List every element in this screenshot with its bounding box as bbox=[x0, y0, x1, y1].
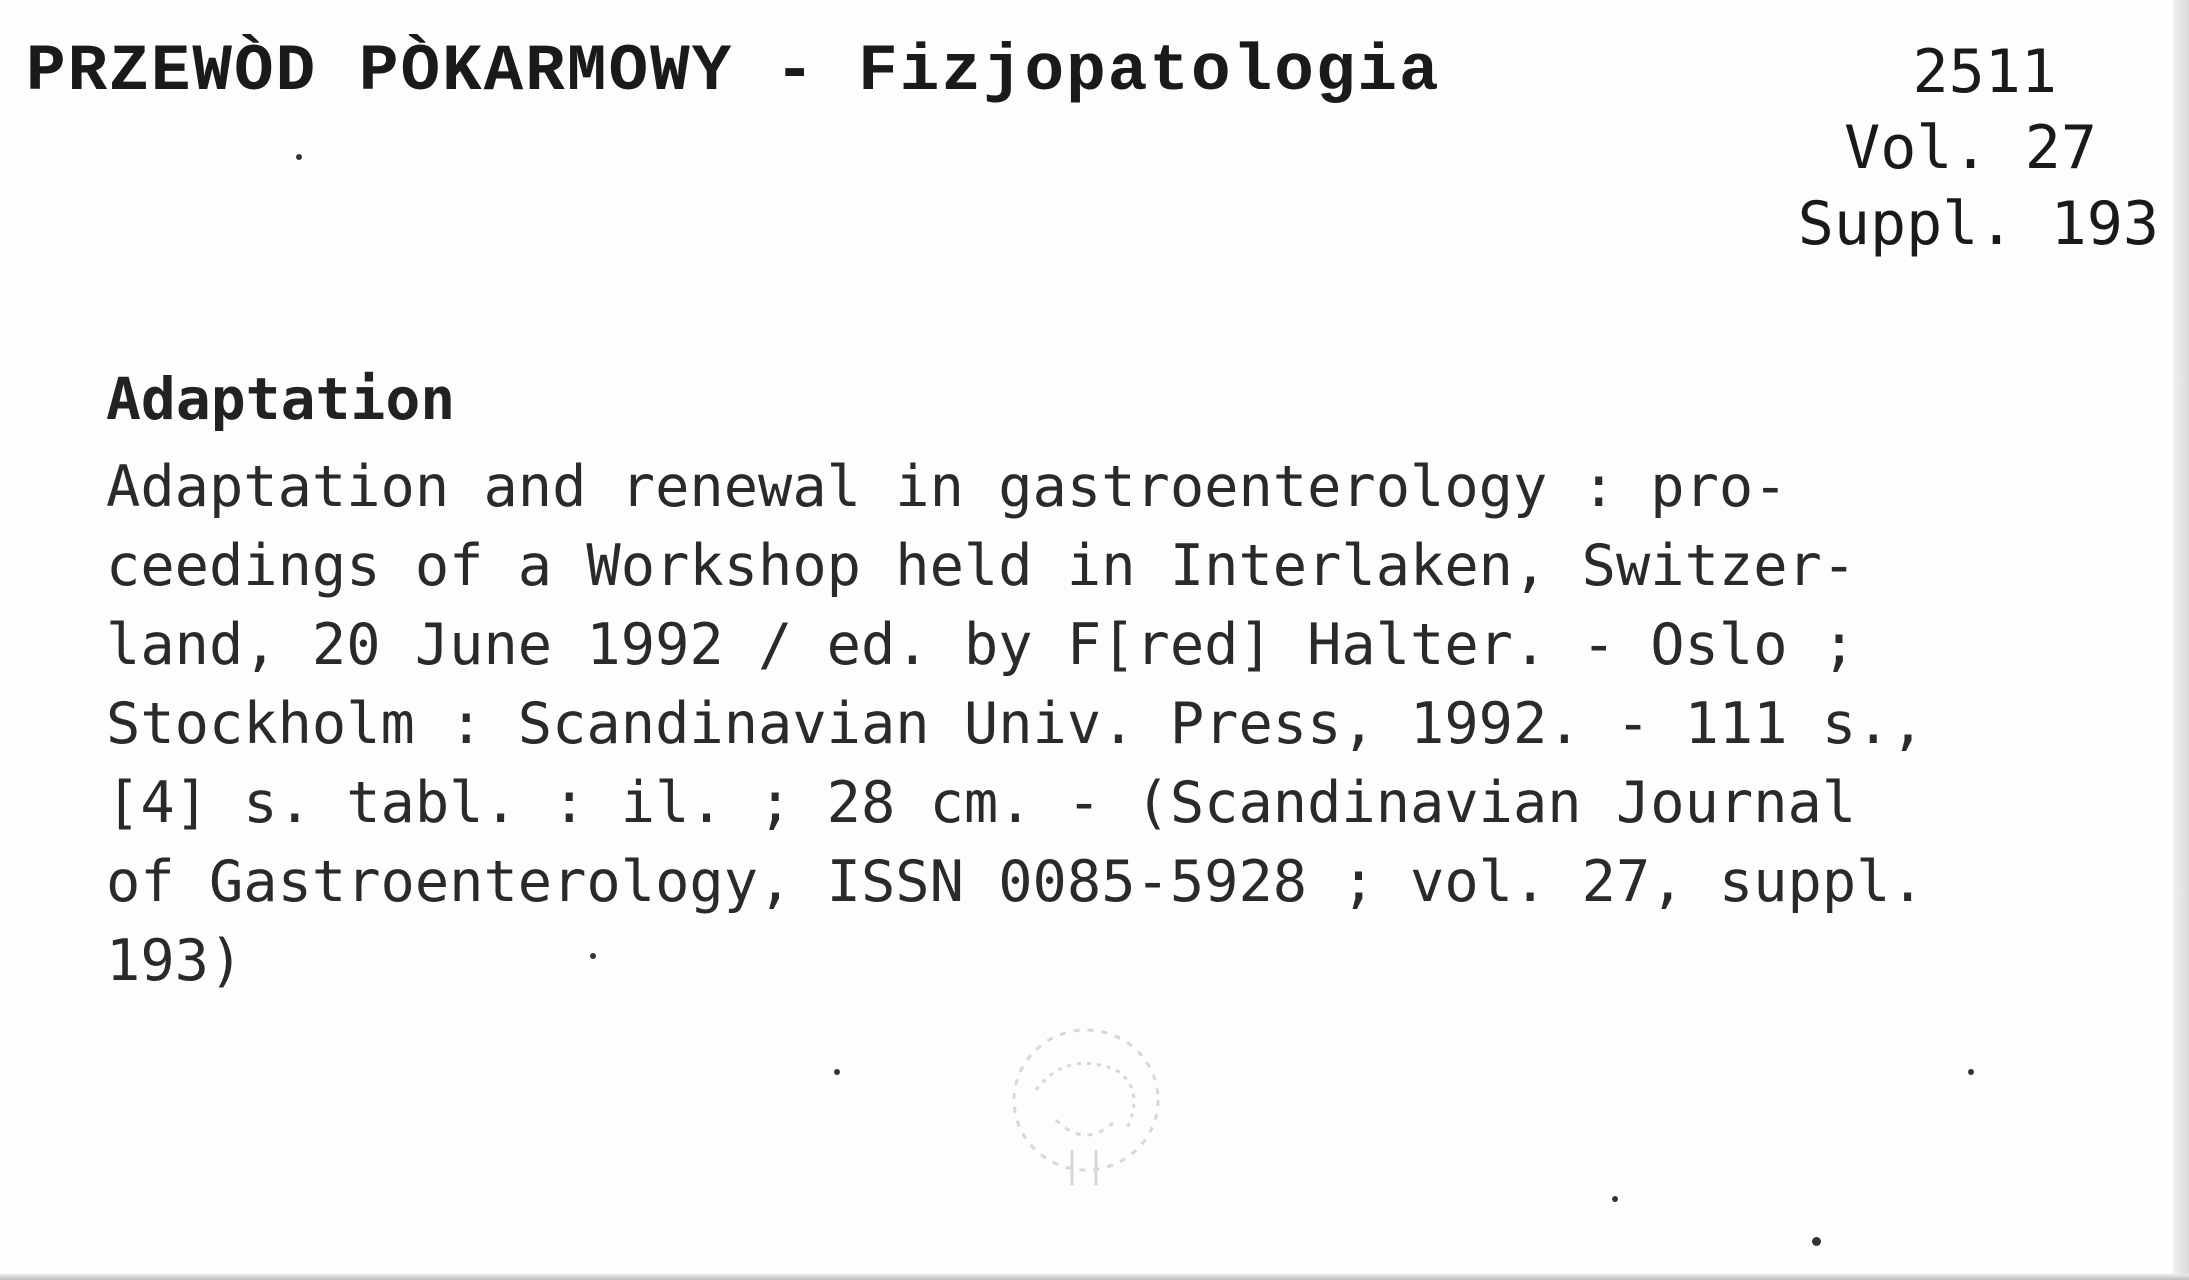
speck bbox=[590, 953, 596, 959]
speck bbox=[296, 154, 302, 160]
speck bbox=[1812, 1237, 1821, 1246]
supplement-label: Suppl. 193 bbox=[1797, 189, 2159, 259]
card-heading: PRZEWÒD PÒKARMOWY - Fizjopatologia bbox=[26, 34, 1441, 109]
bibliographic-entry bbox=[106, 448, 2166, 1001]
entry-line: ceedings of a Workshop held in Interlaken, Switzer- bbox=[106, 533, 1857, 599]
speck bbox=[1968, 1069, 1974, 1075]
volume-label: Vol. 27 bbox=[1844, 113, 2097, 183]
card-edge-bottom bbox=[0, 1274, 2189, 1280]
speck bbox=[1612, 1196, 1618, 1202]
call-number-block bbox=[1699, 34, 2159, 262]
entry-line: [4] s. tabl. : il. ; 28 cm. - (Scandinavian Journal bbox=[106, 770, 1857, 836]
entry-line: 193) bbox=[106, 928, 244, 994]
card-edge-right bbox=[2173, 0, 2189, 1280]
entry-line: land, 20 June 1992 / ed. by F[red] Halter. - Oslo ; bbox=[106, 612, 1857, 678]
entry-line: Stockholm : Scandinavian Univ. Press, 1992. - 111 s., bbox=[106, 691, 1925, 757]
entry-line: Adaptation and renewal in gastroenterology : pro- bbox=[106, 454, 1788, 520]
subject-heading: Adaptation bbox=[106, 365, 456, 433]
call-number: 2511 bbox=[1912, 37, 2057, 107]
speck bbox=[834, 1069, 840, 1075]
entry-line: of Gastroenterology, ISSN 0085-5928 ; vol. 27, suppl. bbox=[106, 849, 1925, 915]
faded-library-stamp-icon bbox=[996, 1010, 1182, 1210]
